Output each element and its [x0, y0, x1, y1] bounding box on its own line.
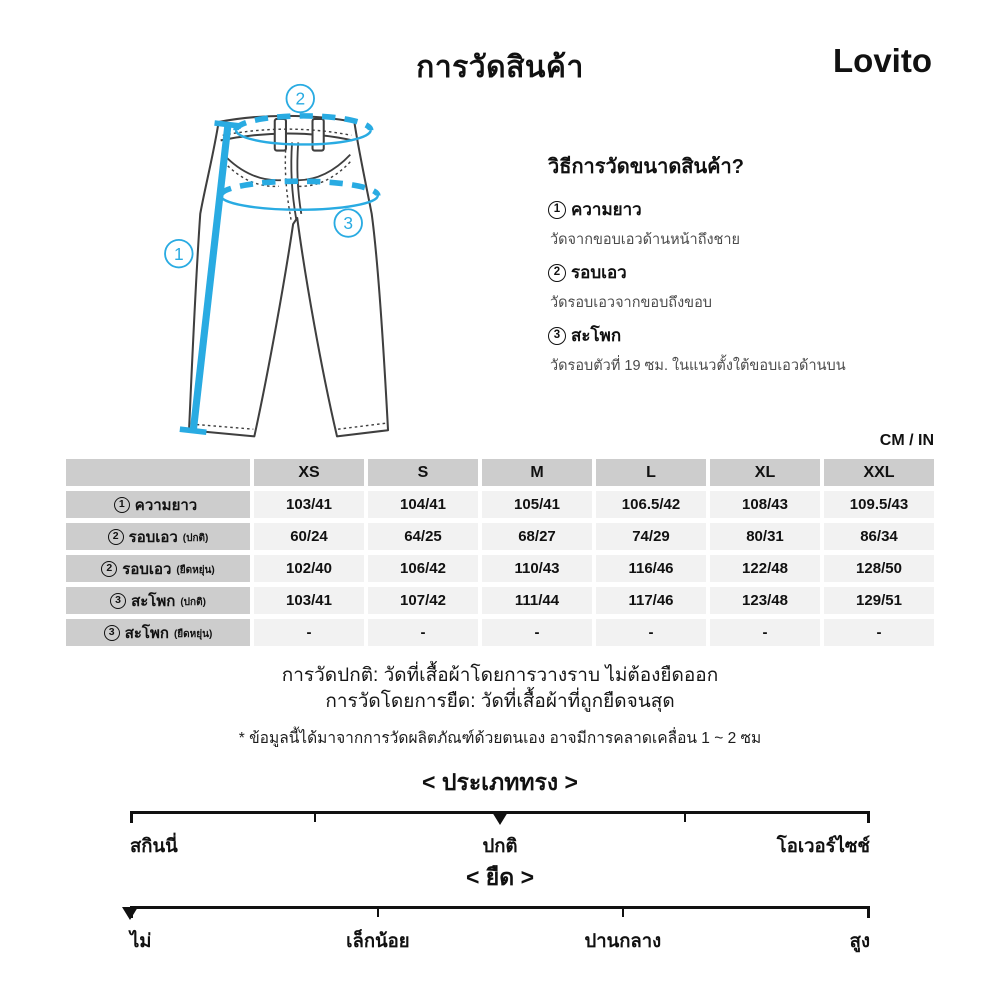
- table-cell: -: [254, 619, 364, 646]
- row-header-hip-normal: [66, 587, 250, 614]
- stretch-marker-icon: [122, 907, 138, 920]
- circled-number-1: 1: [548, 201, 566, 219]
- scale-label-medium: ปานกลาง: [584, 930, 662, 951]
- row-label: รอบเอว: [128, 528, 178, 546]
- table-cell: 102/40: [254, 555, 364, 582]
- marker-3-number: 3: [343, 213, 354, 234]
- column-header-xl: XL: [710, 459, 820, 486]
- instruction-name: สะโพก: [571, 326, 622, 345]
- table-cell: 64/25: [368, 523, 478, 550]
- units-label: CM / IN: [879, 432, 934, 449]
- instruction-item-hip: [548, 322, 958, 349]
- table-cell: 129/51: [824, 587, 934, 614]
- measurement-instructions: [548, 150, 958, 385]
- track-tick: [314, 814, 316, 822]
- marker-2-number: 2: [295, 88, 306, 109]
- fit-type-labels: [130, 830, 870, 860]
- instruction-item-length: [548, 196, 958, 223]
- row-label: ความยาว: [134, 496, 198, 514]
- scale-label-slight: เล็กน้อย: [346, 930, 410, 951]
- pants-illustration: [138, 80, 436, 462]
- instruction-name: รอบเอว: [571, 263, 627, 282]
- marker-1-number: 1: [174, 243, 184, 264]
- column-header-s: S: [368, 459, 478, 486]
- circled-number-3: 3: [548, 327, 566, 345]
- stretch-track: [130, 906, 870, 921]
- table-cell: 110/43: [482, 555, 592, 582]
- measurement-notes: [0, 663, 1000, 750]
- brand-logo: Lovito: [833, 42, 932, 79]
- row-label: สะโพก: [131, 592, 176, 610]
- table-cell: 103/41: [254, 491, 364, 518]
- row-circled-number: 3: [104, 625, 120, 641]
- stretch-scale-title: < ยืด >: [465, 864, 535, 890]
- table-cell: 122/48: [710, 555, 820, 582]
- table-cell: 86/34: [824, 523, 934, 550]
- scale-label-skinny: สกินนี่: [130, 835, 178, 856]
- instruction-desc: วัดรอบเอวจากขอบถึงขอบ: [550, 295, 712, 311]
- scale-label-high: สูง: [849, 930, 870, 951]
- stretch-scale: [130, 860, 870, 955]
- table-cell: 104/41: [368, 491, 478, 518]
- table-cell: -: [824, 619, 934, 646]
- track-tick: [377, 909, 379, 917]
- track-endcap-right: [867, 814, 870, 823]
- row-label: สะโพก: [124, 624, 169, 642]
- table-cell: 111/44: [482, 587, 592, 614]
- track-endcap-right: [867, 909, 870, 918]
- track-tick: [684, 814, 686, 822]
- fit-type-scale: [130, 765, 870, 860]
- table-cell: -: [482, 619, 592, 646]
- size-table: [66, 459, 934, 646]
- table-cell: -: [596, 619, 706, 646]
- instruction-name: ความยาว: [571, 200, 642, 219]
- note-stretch-measure: การวัดโดยการยืด: วัดที่เสื้อผ้าที่ถูกยืดจนสุด: [325, 691, 675, 713]
- fit-type-marker-icon: [492, 812, 508, 825]
- pants-outline: [189, 116, 388, 436]
- fit-type-scale-title: < ประเภททรง >: [422, 769, 578, 795]
- table-cell: 103/41: [254, 587, 364, 614]
- pants-measurement-diagram: [138, 80, 436, 467]
- row-header-hip-stretch: [66, 619, 250, 646]
- fit-type-track: [130, 811, 870, 826]
- row-label: รอบเอว: [122, 560, 172, 578]
- note-flat-measure: การวัดปกติ: วัดที่เสื้อผ้าโดยการวางราบ ไม่ต้องยืดออก: [281, 665, 719, 686]
- row-sublabel: (ยืดหยุ่น): [173, 629, 213, 640]
- table-cell: 123/48: [710, 587, 820, 614]
- track-endcap-left: [130, 814, 133, 823]
- instruction-desc: วัดจากขอบเอวด้านหน้าถึงชาย: [550, 232, 741, 248]
- column-header-l: L: [596, 459, 706, 486]
- table-cell: 117/46: [596, 587, 706, 614]
- row-header-waist-stretch: [66, 555, 250, 582]
- table-corner-cell: [66, 459, 250, 486]
- instruction-item-waist: [548, 259, 958, 286]
- column-header-xxl: XXL: [824, 459, 934, 486]
- row-sublabel: (ยืดหยุ่น): [176, 565, 215, 576]
- circled-number-2: 2: [548, 264, 566, 282]
- table-cell: -: [368, 619, 478, 646]
- instruction-desc: วัดรอบตัวที่ 19 ซม. ในแนวตั้งใต้ขอบเอวด้านบน: [550, 358, 846, 374]
- row-header-waist-normal: [66, 523, 250, 550]
- row-sublabel: (ปกติ): [180, 597, 206, 608]
- table-cell: 128/50: [824, 555, 934, 582]
- scale-label-regular: ปกติ: [482, 835, 518, 856]
- row-circled-number: 2: [108, 529, 124, 545]
- instructions-heading: วิธีการวัดขนาดสินค้า?: [548, 156, 745, 178]
- column-header-xs: XS: [254, 459, 364, 486]
- row-circled-number: 1: [114, 497, 130, 513]
- row-circled-number: 3: [110, 593, 126, 609]
- table-cell: -: [710, 619, 820, 646]
- table-cell: 109.5/43: [824, 491, 934, 518]
- table-cell: 60/24: [254, 523, 364, 550]
- table-cell: 105/41: [482, 491, 592, 518]
- table-cell: 74/29: [596, 523, 706, 550]
- table-cell: 107/42: [368, 587, 478, 614]
- table-cell: 116/46: [596, 555, 706, 582]
- row-sublabel: (ปกติ): [182, 533, 209, 544]
- scale-label-oversize: โอเวอร์ไซช์: [776, 835, 870, 856]
- table-cell: 108/43: [710, 491, 820, 518]
- page-title: การวัดสินค้า: [416, 51, 584, 84]
- table-cell: 80/31: [710, 523, 820, 550]
- table-cell: 68/27: [482, 523, 592, 550]
- tolerance-footnote: * ข้อมูลนี้ได้มาจากการวัดผลิตภัณฑ์ด้วยตนเอง อาจมีการคลาดเคลื่อน 1 ~ 2 ซม: [238, 730, 762, 748]
- length-measure-bottom-cap: [180, 429, 207, 432]
- column-header-m: M: [482, 459, 592, 486]
- track-tick: [622, 909, 624, 917]
- row-circled-number: 2: [101, 561, 117, 577]
- table-cell: 106.5/42: [596, 491, 706, 518]
- row-header-length: [66, 491, 250, 518]
- scale-label-none: ไม่: [130, 930, 152, 951]
- stretch-labels: [130, 925, 870, 955]
- table-cell: 106/42: [368, 555, 478, 582]
